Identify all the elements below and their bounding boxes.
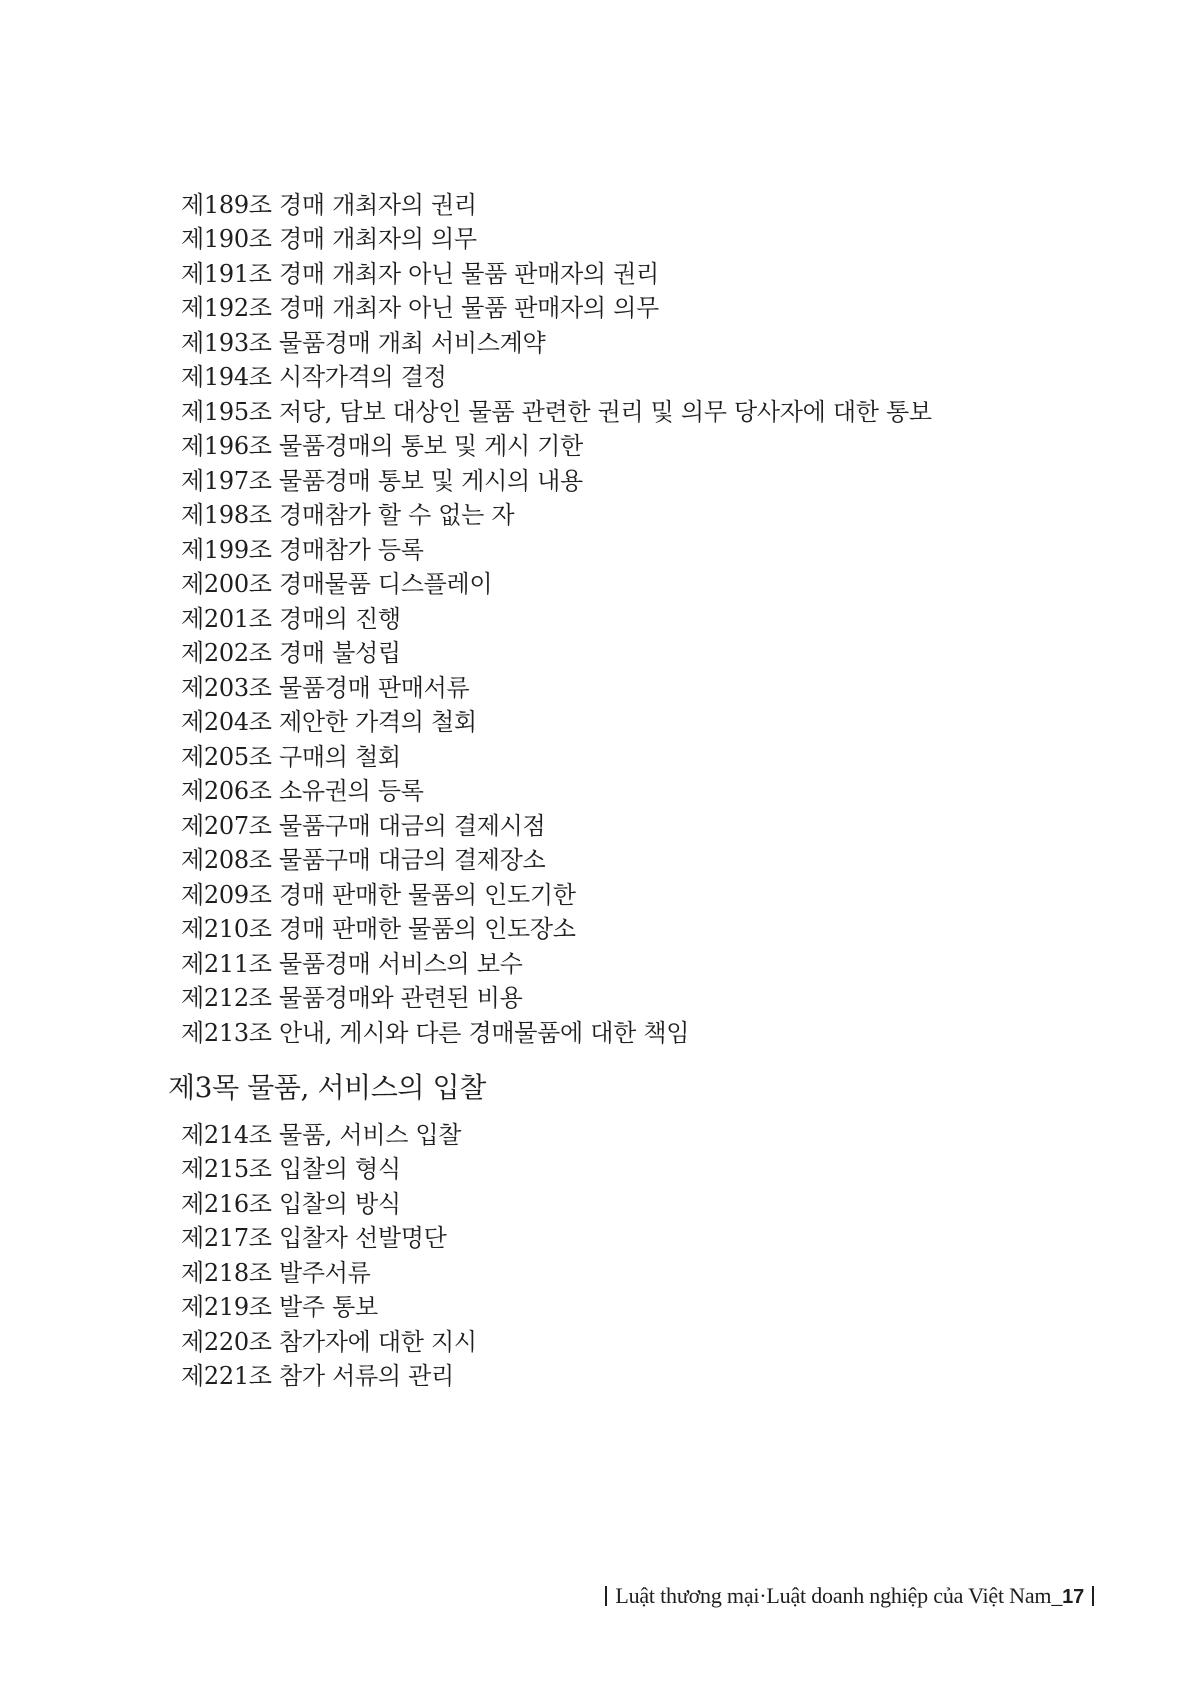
article-207: 제207조 물품구매 대금의 결제시점	[181, 812, 546, 840]
article-217: 제217조 입찰자 선발명단	[181, 1224, 447, 1252]
article-189: 제189조 경매 개최자의 권리	[181, 191, 477, 219]
article-218: 제218조 발주서류	[181, 1259, 371, 1287]
article-196: 제196조 물품경매의 통보 및 게시 기한	[181, 432, 583, 460]
article-194: 제194조 시작가격의 결정	[181, 363, 447, 391]
footer-left-rule	[605, 1586, 607, 1606]
article-212: 제212조 물품경매와 관련된 비용	[181, 984, 523, 1012]
article-220: 제220조 참가자에 대한 지시	[181, 1328, 477, 1356]
article-219: 제219조 발주 통보	[181, 1293, 378, 1321]
article-195: 제195조 저당, 담보 대상인 물품 관련한 권리 및 의무 당사자에 대한 통보	[181, 398, 932, 426]
article-216: 제216조 입찰의 방식	[181, 1190, 401, 1218]
article-210: 제210조 경매 판매한 물품의 인도장소	[181, 915, 576, 943]
article-202: 제202조 경매 불성립	[181, 639, 401, 667]
article-192: 제192조 경매 개최자 아닌 물품 판매자의 의무	[181, 294, 659, 322]
article-209: 제209조 경매 판매한 물품의 인도기한	[181, 881, 576, 909]
article-204: 제204조 제안한 가격의 철회	[181, 708, 477, 736]
article-221: 제221조 참가 서류의 관리	[181, 1362, 454, 1390]
article-201: 제201조 경매의 진행	[181, 605, 401, 633]
article-214: 제214조 물품, 서비스 입찰	[181, 1121, 462, 1149]
article-208: 제208조 물품구매 대금의 결제장소	[181, 846, 546, 874]
section-heading: 제3목 물품, 서비스의 입찰	[168, 1071, 486, 1104]
article-203: 제203조 물품경매 판매서류	[181, 674, 470, 702]
page-footer	[597, 1582, 1102, 1611]
article-205: 제205조 구매의 철회	[181, 743, 401, 771]
article-190: 제190조 경매 개최자의 의무	[181, 225, 477, 253]
article-199: 제199조 경매참가 등록	[181, 536, 424, 564]
article-191: 제191조 경매 개최자 아닌 물품 판매자의 권리	[181, 260, 659, 288]
article-200: 제200조 경매물품 디스플레이	[181, 570, 493, 598]
footer-book-title: Luật thương mại·Luật doanh nghiệp của Việt Nam_	[615, 1583, 1063, 1608]
article-211: 제211조 물품경매 서비스의 보수	[181, 950, 523, 978]
article-215: 제215조 입찰의 형식	[181, 1155, 401, 1183]
article-206: 제206조 소유권의 등록	[181, 777, 424, 805]
article-213: 제213조 안내, 게시와 다른 경매물품에 대한 책임	[181, 1019, 690, 1047]
footer-right-rule	[1092, 1586, 1094, 1606]
article-193: 제193조 물품경매 개최 서비스계약	[181, 329, 546, 357]
article-197: 제197조 물품경매 통보 및 게시의 내용	[181, 467, 583, 495]
article-198: 제198조 경매참가 할 수 없는 자	[181, 501, 515, 529]
footer-page-number: 17	[1062, 1586, 1084, 1608]
